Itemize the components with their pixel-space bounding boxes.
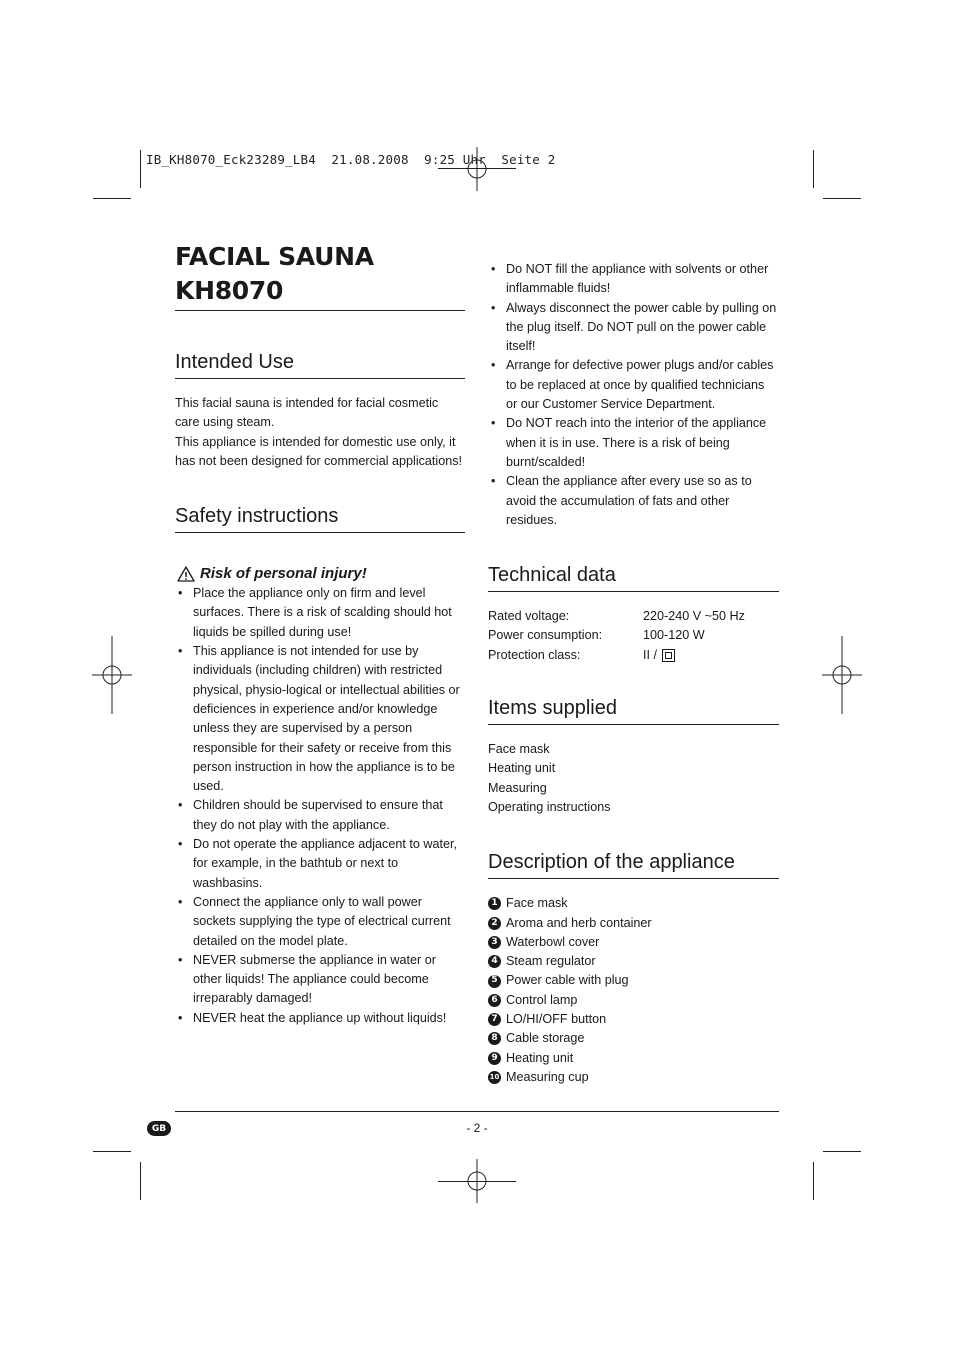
desc-label: Cable storage (506, 1031, 585, 1046)
number-badge: 9 (488, 1052, 501, 1065)
list-item: • Clean the appliance after every use so as to avoid the accumulation of fats and other residues. (488, 472, 779, 530)
td-label: Power consumption: (488, 628, 603, 643)
list-item: • This appliance is not intended for use by individuals (including children) with restricted physical, physio-logical or intellectual abilities or deficiences in experience and/or knowledge unless they are supervised by a person responsible for their safety or receive from this person instruction in how the appliance is to be used. (175, 642, 465, 796)
registration-mark-right-icon (822, 636, 862, 714)
list-item: • Do NOT reach into the interior of the appliance when it is in use. There is a risk of being burnt/scalded! (488, 414, 779, 472)
list-item: • NEVER heat the appliance up without liquids! (175, 1009, 465, 1028)
warning-icon (177, 566, 195, 582)
list-item (488, 1049, 779, 1068)
left-column (175, 240, 465, 1028)
number-badge: 2 (488, 917, 501, 930)
td-label: Rated voltage: (488, 609, 570, 624)
number-badge: 6 (488, 994, 501, 1007)
print-slug: IB_KH8070_Eck23289_LB4 21.08.2008 9:25 Uhr Seite 2 (146, 152, 556, 167)
list-item (488, 952, 779, 971)
table-row (488, 646, 779, 665)
intended-use-paragraph: This appliance is intended for domestic use only, it has not been designed for commercial applications! (175, 434, 463, 468)
technical-data-table (488, 607, 779, 665)
technical-data-heading: Technical data (488, 562, 779, 592)
td-value: 220-240 V ~50 Hz (643, 609, 745, 624)
list-item (488, 933, 779, 952)
list-item (488, 1029, 779, 1048)
desc-label: Control lamp (506, 992, 578, 1007)
risk-subheading-text: Risk of personal injury! (200, 565, 367, 583)
list-item: Measuring (488, 780, 547, 795)
list-item: • Arrange for defective power plugs and/or cables to be replaced at once by qualified technicians or our Customer Service Department. (488, 356, 779, 414)
td-value: II / (643, 647, 657, 662)
desc-label: LO/HI/OFF button (506, 1012, 607, 1027)
number-badge: 5 (488, 975, 501, 988)
list-item: • Connect the appliance only to wall power sockets supplying the type of electrical current detailed on the model plate. (175, 893, 465, 951)
list-item: Face mask (488, 742, 550, 757)
list-item (488, 1010, 779, 1029)
number-badge: 1 (488, 897, 501, 910)
items-supplied-list (488, 740, 779, 817)
number-badge: 8 (488, 1032, 501, 1045)
list-item (488, 971, 779, 990)
description-list (488, 894, 779, 1087)
number-badge: 4 (488, 955, 501, 968)
list-item: Heating unit (488, 761, 556, 776)
desc-label: Face mask (506, 896, 568, 911)
double-insulation-icon (662, 649, 675, 662)
list-item (488, 914, 779, 933)
registration-mark-bottom-icon (455, 1159, 499, 1203)
page-title: FACIAL SAUNA KH8070 (175, 240, 465, 311)
right-column (488, 240, 779, 1087)
footer-rule (175, 1111, 779, 1112)
list-item (488, 991, 779, 1010)
desc-label: Steam regulator (506, 954, 596, 969)
list-item (488, 894, 779, 913)
desc-label: Waterbowl cover (506, 934, 600, 949)
td-value: 100-120 W (643, 628, 705, 643)
td-label: Protection class: (488, 647, 581, 662)
list-item: • Children should be supervised to ensure that they do not play with the appliance. (175, 796, 465, 835)
desc-label: Heating unit (506, 1050, 574, 1065)
table-row (488, 626, 779, 645)
desc-label: Power cable with plug (506, 973, 629, 988)
list-item: • NEVER submerse the appliance in water or other liquids! The appliance could become irreparably damaged! (175, 951, 465, 1009)
number-badge: 7 (488, 1013, 501, 1026)
items-supplied-heading: Items supplied (488, 695, 779, 725)
number-badge: 10 (488, 1071, 501, 1084)
list-item: Operating instructions (488, 799, 611, 814)
country-badge: GB (147, 1121, 171, 1136)
registration-mark-left-icon (92, 636, 132, 714)
safety-list (175, 584, 465, 1028)
registration-mark-top-icon (455, 147, 499, 191)
list-item: • Do not operate the appliance adjacent to water, for example, in the bathtub or next to washbasins. (175, 835, 465, 893)
desc-label: Measuring cup (506, 1069, 589, 1084)
number-badge: 3 (488, 936, 501, 949)
risk-subheading (177, 565, 465, 582)
safety-list-continued (488, 260, 779, 530)
list-item: • Do NOT fill the appliance with solvents or other inflammable fluids! (488, 260, 779, 299)
description-heading: Description of the appliance (488, 849, 779, 879)
list-item (488, 1068, 779, 1087)
list-item: • Place the appliance only on firm and level surfaces. There is a risk of scalding should hot liquids be spilled during use! (175, 584, 465, 642)
safety-heading: Safety instructions (175, 503, 465, 533)
intended-use-paragraph: This facial sauna is intended for facial cosmetic care using steam. (175, 396, 439, 430)
desc-label: Aroma and herb container (506, 915, 652, 930)
intended-use-heading: Intended Use (175, 349, 465, 379)
table-row (488, 607, 779, 626)
page-number: - 2 - (466, 1121, 488, 1135)
list-item: • Always disconnect the power cable by pulling on the plug itself. Do NOT pull on the power cable itself! (488, 299, 779, 357)
